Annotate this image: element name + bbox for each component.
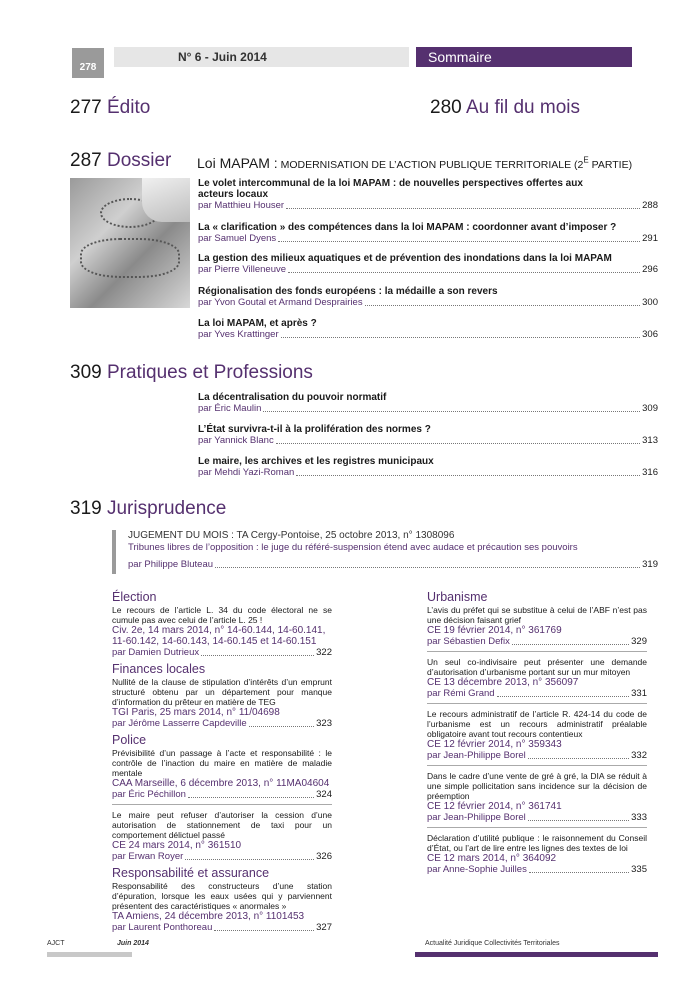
juris-heading[interactable] — [70, 498, 226, 520]
article-author: par Samuel Dyens — [198, 233, 277, 244]
section-title: Police — [112, 733, 147, 747]
entry-page: 322 — [316, 647, 332, 658]
entry-page: 335 — [631, 864, 647, 875]
entry-author: par Éric Péchillon — [112, 789, 186, 800]
entry-page: 332 — [631, 750, 647, 761]
entry-page: 326 — [316, 851, 332, 862]
issue-label: N° 6 - Juin 2014 — [178, 50, 267, 64]
entry-page: 327 — [316, 922, 332, 933]
pratiques-title: Pratiques et Professions — [106, 362, 313, 383]
entry-author-line[interactable] — [112, 922, 332, 933]
page-number — [72, 48, 104, 78]
entry-author-line[interactable] — [427, 688, 647, 699]
section-title: Finances locales — [112, 662, 206, 676]
article-title: La loi MAPAM, et après ? — [198, 318, 317, 329]
entry-author: par Jérôme Lasserre Capdeville — [112, 718, 247, 729]
entry-author-line[interactable] — [112, 851, 332, 862]
entry-page: 324 — [316, 789, 332, 800]
right-column — [427, 590, 647, 875]
entry-ref: TA Amiens, 24 décembre 2013, n° 1101453 — [112, 911, 305, 922]
subtitle-sup: E — [583, 155, 589, 165]
jugement-du-mois[interactable] — [112, 530, 658, 574]
entry-ref: CE 19 février 2014, n° 361769 — [427, 625, 562, 636]
article-page: 316 — [642, 467, 658, 478]
entry-author-line[interactable] — [112, 789, 332, 800]
entry-ref: CE 12 février 2014, n° 359343 — [427, 739, 562, 750]
entry-author: par Damien Dutrieux — [112, 647, 200, 658]
article-page: 296 — [642, 264, 658, 275]
entry-page: 333 — [631, 812, 647, 823]
dossier-article-2[interactable] — [198, 222, 658, 244]
entry-author: par Rémi Grand — [427, 688, 495, 699]
article-author: par Yvon Goutal et Armand Desprairies — [198, 297, 363, 308]
subtitle-end: PARTIE) — [588, 159, 633, 171]
dossier-image — [70, 178, 190, 308]
article-author: par Yannick Blanc — [198, 435, 274, 446]
edito-heading[interactable] — [70, 97, 150, 119]
issue-header — [114, 47, 409, 67]
entry-separator — [112, 804, 332, 805]
jugement-author: par Philippe Bluteau — [128, 559, 214, 570]
aufil-heading[interactable] — [430, 97, 580, 119]
entry-author: par Laurent Ponthoreau — [112, 922, 213, 933]
entry-author: par Sébastien Defix — [427, 636, 510, 647]
article-title: La gestion des milieux aquatiques et de prévention des inondations dans la loi MAPAM — [198, 253, 612, 264]
footer-rule-left — [47, 952, 132, 957]
aufil-page: 280 — [430, 97, 462, 118]
footer-journal: AJCT — [47, 940, 65, 947]
entry-author: par Jean-Philippe Borel — [427, 812, 526, 823]
article-page: 291 — [642, 233, 658, 244]
entry-page: 323 — [316, 718, 332, 729]
pratiques-article-1[interactable] — [198, 392, 658, 414]
page-number-text: 278 — [79, 62, 97, 73]
entry-separator — [427, 651, 647, 652]
article-page: 288 — [642, 200, 658, 211]
article-title: L’État survivra-t-il à la prolifération des normes ? — [198, 424, 431, 435]
article-author: par Pierre Villeneuve — [198, 264, 287, 275]
entry-summary: Le maire peut refuser d’autoriser la cession d’une autorisation de stationnement de taxi pour un comportement délictuel passé — [112, 810, 332, 840]
entry-author-line[interactable] — [112, 718, 332, 729]
entry-summary: Nullité de la clause de stipulation d’intérêts d’un emprunt structuré obtenu par un département pour manque d’information du prêteur en matière de TEG — [112, 677, 332, 707]
article-page: 306 — [642, 329, 658, 340]
entry-summary: Le recours administratif de l’article R. 424-14 du code de l’urbanisme est un recours administratif préalable obligatoire avant tout recours contentieux — [427, 709, 647, 739]
footer — [47, 940, 658, 962]
entry-ref: CE 13 décembre 2013, n° 356097 — [427, 677, 579, 688]
article-title: Le maire, les archives et les registres municipaux — [198, 456, 434, 467]
aufil-title: Au fil du mois — [465, 97, 580, 118]
section-label: Sommaire — [428, 49, 492, 65]
article-title: La « clarification » des compétences dans la loi MAPAM : coordonner avant d’imposer ? — [198, 222, 617, 233]
juris-page: 319 — [70, 498, 102, 519]
footer-date: Juin 2014 — [117, 940, 149, 947]
section-title: Urbanisme — [427, 590, 488, 604]
entry-summary: Responsabilité des constructeurs d’une station d’épuration, lorsque les eaux usées qui y parviennent présentent des caractéristiques « anormales » — [112, 881, 332, 911]
edito-title: Édito — [106, 97, 151, 118]
entry-summary: L’avis du préfet qui se substitue à celui de l’ABF n’est pas une décision faisant grief — [427, 605, 647, 625]
footer-rule-right — [415, 952, 658, 957]
article-author: par Éric Maulin — [198, 403, 262, 414]
section-title: Responsabilité et assurance — [112, 866, 270, 880]
article-author: par Matthieu Houser — [198, 200, 285, 211]
entry-author: par Erwan Royer — [112, 851, 184, 862]
entry-author: par Jean-Philippe Borel — [427, 750, 526, 761]
jugement-title: Tribunes libres de l’opposition : le juge du référé-suspension étend avec audace et précaution ses pouvoirs — [128, 542, 578, 553]
section-title: Élection — [112, 590, 157, 604]
article-title: La décentralisation du pouvoir normatif — [198, 392, 387, 403]
dossier-title: Dossier — [106, 150, 172, 171]
article-page: 309 — [642, 403, 658, 414]
article-author: par Mehdi Yazi-Roman — [198, 467, 295, 478]
entry-author-line[interactable] — [112, 647, 332, 658]
article-page: 313 — [642, 435, 658, 446]
article-title: Régionalisation des fonds européens : la médaille a son revers — [198, 286, 498, 297]
entry-author-line[interactable] — [427, 812, 647, 823]
entry-separator — [427, 827, 647, 828]
left-column — [112, 590, 332, 933]
pratiques-heading[interactable] — [70, 362, 313, 384]
entry-ref: CE 12 mars 2014, n° 364092 — [427, 853, 557, 864]
entry-ref: CE 24 mars 2014, n° 361510 — [112, 840, 242, 851]
entry-summary: Dans le cadre d’une vente de gré à gré, la DIA se réduit à une simple pollicitation sans incidence sur la décision de préemption — [427, 771, 647, 801]
entry-summary: Déclaration d’utilité publique : le raisonnement du Conseil d’État, ou l’art de lire entre les lignes des textes de loi — [427, 833, 647, 853]
dossier-heading[interactable] — [70, 150, 171, 172]
dossier-article-4[interactable] — [198, 286, 658, 308]
entry-ref: CE 12 février 2014, n° 361741 — [427, 801, 562, 812]
dossier-article-5[interactable] — [198, 318, 658, 340]
pratiques-article-2[interactable] — [198, 424, 658, 446]
pratiques-article-3[interactable] — [198, 456, 658, 478]
entry-author-line[interactable] — [427, 750, 647, 761]
section-header — [416, 47, 632, 67]
entry-author-line[interactable] — [427, 636, 647, 647]
dossier-article-3[interactable] — [198, 253, 658, 275]
pratiques-page: 309 — [70, 362, 102, 383]
footer-title: Actualité Juridique Collectivités Territoriales — [425, 940, 560, 947]
entry-separator — [427, 703, 647, 704]
subtitle-main: Loi MAPAM : — [197, 155, 278, 171]
article-title: Le volet intercommunal de la loi MAPAM : de nouvelles perspectives offertes aux acteurs locaux — [198, 178, 583, 200]
article-author: par Yves Krattinger — [198, 329, 279, 340]
entry-ref: Civ. 2e, 14 mars 2014, n° 14-60.144, 14-60.141, 11-60.142, 14-60.143, 14-60.145 et 14-60.151 — [112, 625, 326, 647]
entry-page: 329 — [631, 636, 647, 647]
dossier-page: 287 — [70, 150, 102, 171]
jugement-page: 319 — [642, 559, 658, 570]
entry-ref: TGI Paris, 25 mars 2014, n° 11/04698 — [112, 707, 280, 718]
juris-title: Jurisprudence — [106, 498, 227, 519]
entry-author-line[interactable] — [427, 864, 647, 875]
entry-ref: CAA Marseille, 6 décembre 2013, n° 11MA04604 — [112, 778, 330, 789]
dossier-article-1[interactable] — [198, 178, 658, 211]
entry-page: 331 — [631, 688, 647, 699]
entry-summary: Un seul co-indivisaire peut présenter une demande d’autorisation d’urbanisme portant sur un mur mitoyen — [427, 657, 647, 677]
entry-author: par Anne-Sophie Juilles — [427, 864, 527, 875]
entry-summary: Prévisibilité d’un passage à l’acte et responsabilité : le contrôle de l’inaction du maire en matière de maladie mentale — [112, 748, 332, 778]
dossier-subtitle — [197, 155, 632, 171]
subtitle-rest: MODERNISATION DE L’ACTION PUBLIQUE TERRITORIALE (2 — [277, 159, 584, 171]
entry-summary: Le recours de l’article L. 34 du code électoral ne se cumule pas avec celui de l’article L. 25 ! — [112, 605, 332, 625]
edito-page: 277 — [70, 97, 102, 118]
entry-separator — [427, 765, 647, 766]
article-page: 300 — [642, 297, 658, 308]
jugement-ref: JUGEMENT DU MOIS : TA Cergy-Pontoise, 25 octobre 2013, n° 1308096 — [128, 530, 455, 541]
